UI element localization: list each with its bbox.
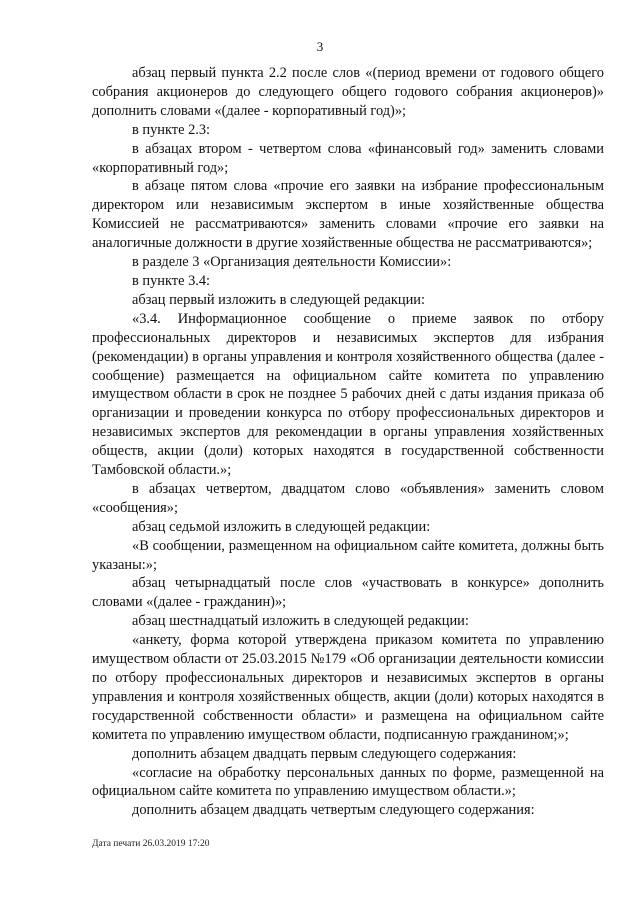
paragraph: дополнить абзацем двадцать четвертым следующего содержания: [132, 802, 535, 819]
paragraph: абзац первый изложить в следующей редакции: [132, 291, 426, 308]
paragraph: дополнить абзацем двадцать первым следующего содержания: [132, 745, 517, 762]
paragraph: «3.4. Информационное сообщение о приеме заявок по отбору профессиональных директоров и независимых экспертов для избрания (рекомендации) в органы управления и контроля хозяйственного общества (далее - сообщение) размещается на официальном сайте комитета по управлению имуществом области в срок не позднее 5 рабочих дней с даты издания приказа об организации и проведении конкурса по отбору профессиональных директоров и независимых экспертов для рекомендации в органы управления хозяйственных обществ, акции (доли) которых находятся в государственной собственности Тамбовской области.»; [92, 310, 604, 479]
paragraph: «анкету, форма которой утверждена приказом комитета по управлению имуществом области от 25.03.2015 №179 «Об организации деятельности комиссии по отбору профессиональных директоров и независимых экспертов в органы управления и контроля хозяйственных обществ, акции (доли) которых находятся в государственной собственности области» и размещена на официальном сайте комитета по управлению имуществом области, подписанную гражданином;»; [92, 632, 604, 743]
print-date-footer: Дата печати 26.03.2019 17:20 [92, 839, 210, 849]
paragraph: в разделе 3 «Организация деятельности Комиссии»: [132, 254, 452, 271]
page-number: 3 [316, 39, 324, 54]
paragraph: абзац седьмой изложить в следующей редакции: [132, 518, 431, 535]
paragraph: «В сообщении, размещенном на официальном сайте комитета, должны быть указаны:»; [92, 537, 604, 573]
paragraph: в абзацах четвертом, двадцатом слово «объявления» заменить словом «сообщения»; [92, 480, 604, 516]
paragraph: «согласие на обработку персональных данных по форме, размещенной на официальном сайте комитета по управлению имуществом области.»; [92, 764, 604, 800]
paragraph: абзац шестнадцатый изложить в следующей редакции: [132, 613, 469, 630]
paragraph: в абзаце пятом слова «прочие его заявки на избрание профессиональным директором или независимым экспертом в иные хозяйственные общества Комиссией не рассматриваются» заменить словами «прочие его заявки на аналогичные должности в другие хозяйственные общества не рассматриваются»; [92, 178, 604, 252]
paragraph: в абзацах втором - четвертом слова «финансовый год» заменить словами «корпоративный год»; [92, 140, 604, 176]
paragraph: в пункте 3.4: [132, 272, 211, 289]
paragraph: абзац четырнадцатый после слов «участвовать в конкурсе» дополнить словами «(далее - гражданин)»; [92, 575, 604, 611]
paragraph: в пункте 2.3: [132, 121, 211, 138]
document-body [92, 64, 604, 820]
paragraph: абзац первый пункта 2.2 после слов «(период времени от годового общего собрания акционеров до следующего общего годового собрания акционеров)» дополнить словами «(далее - корпоративный год)»; [92, 65, 604, 119]
